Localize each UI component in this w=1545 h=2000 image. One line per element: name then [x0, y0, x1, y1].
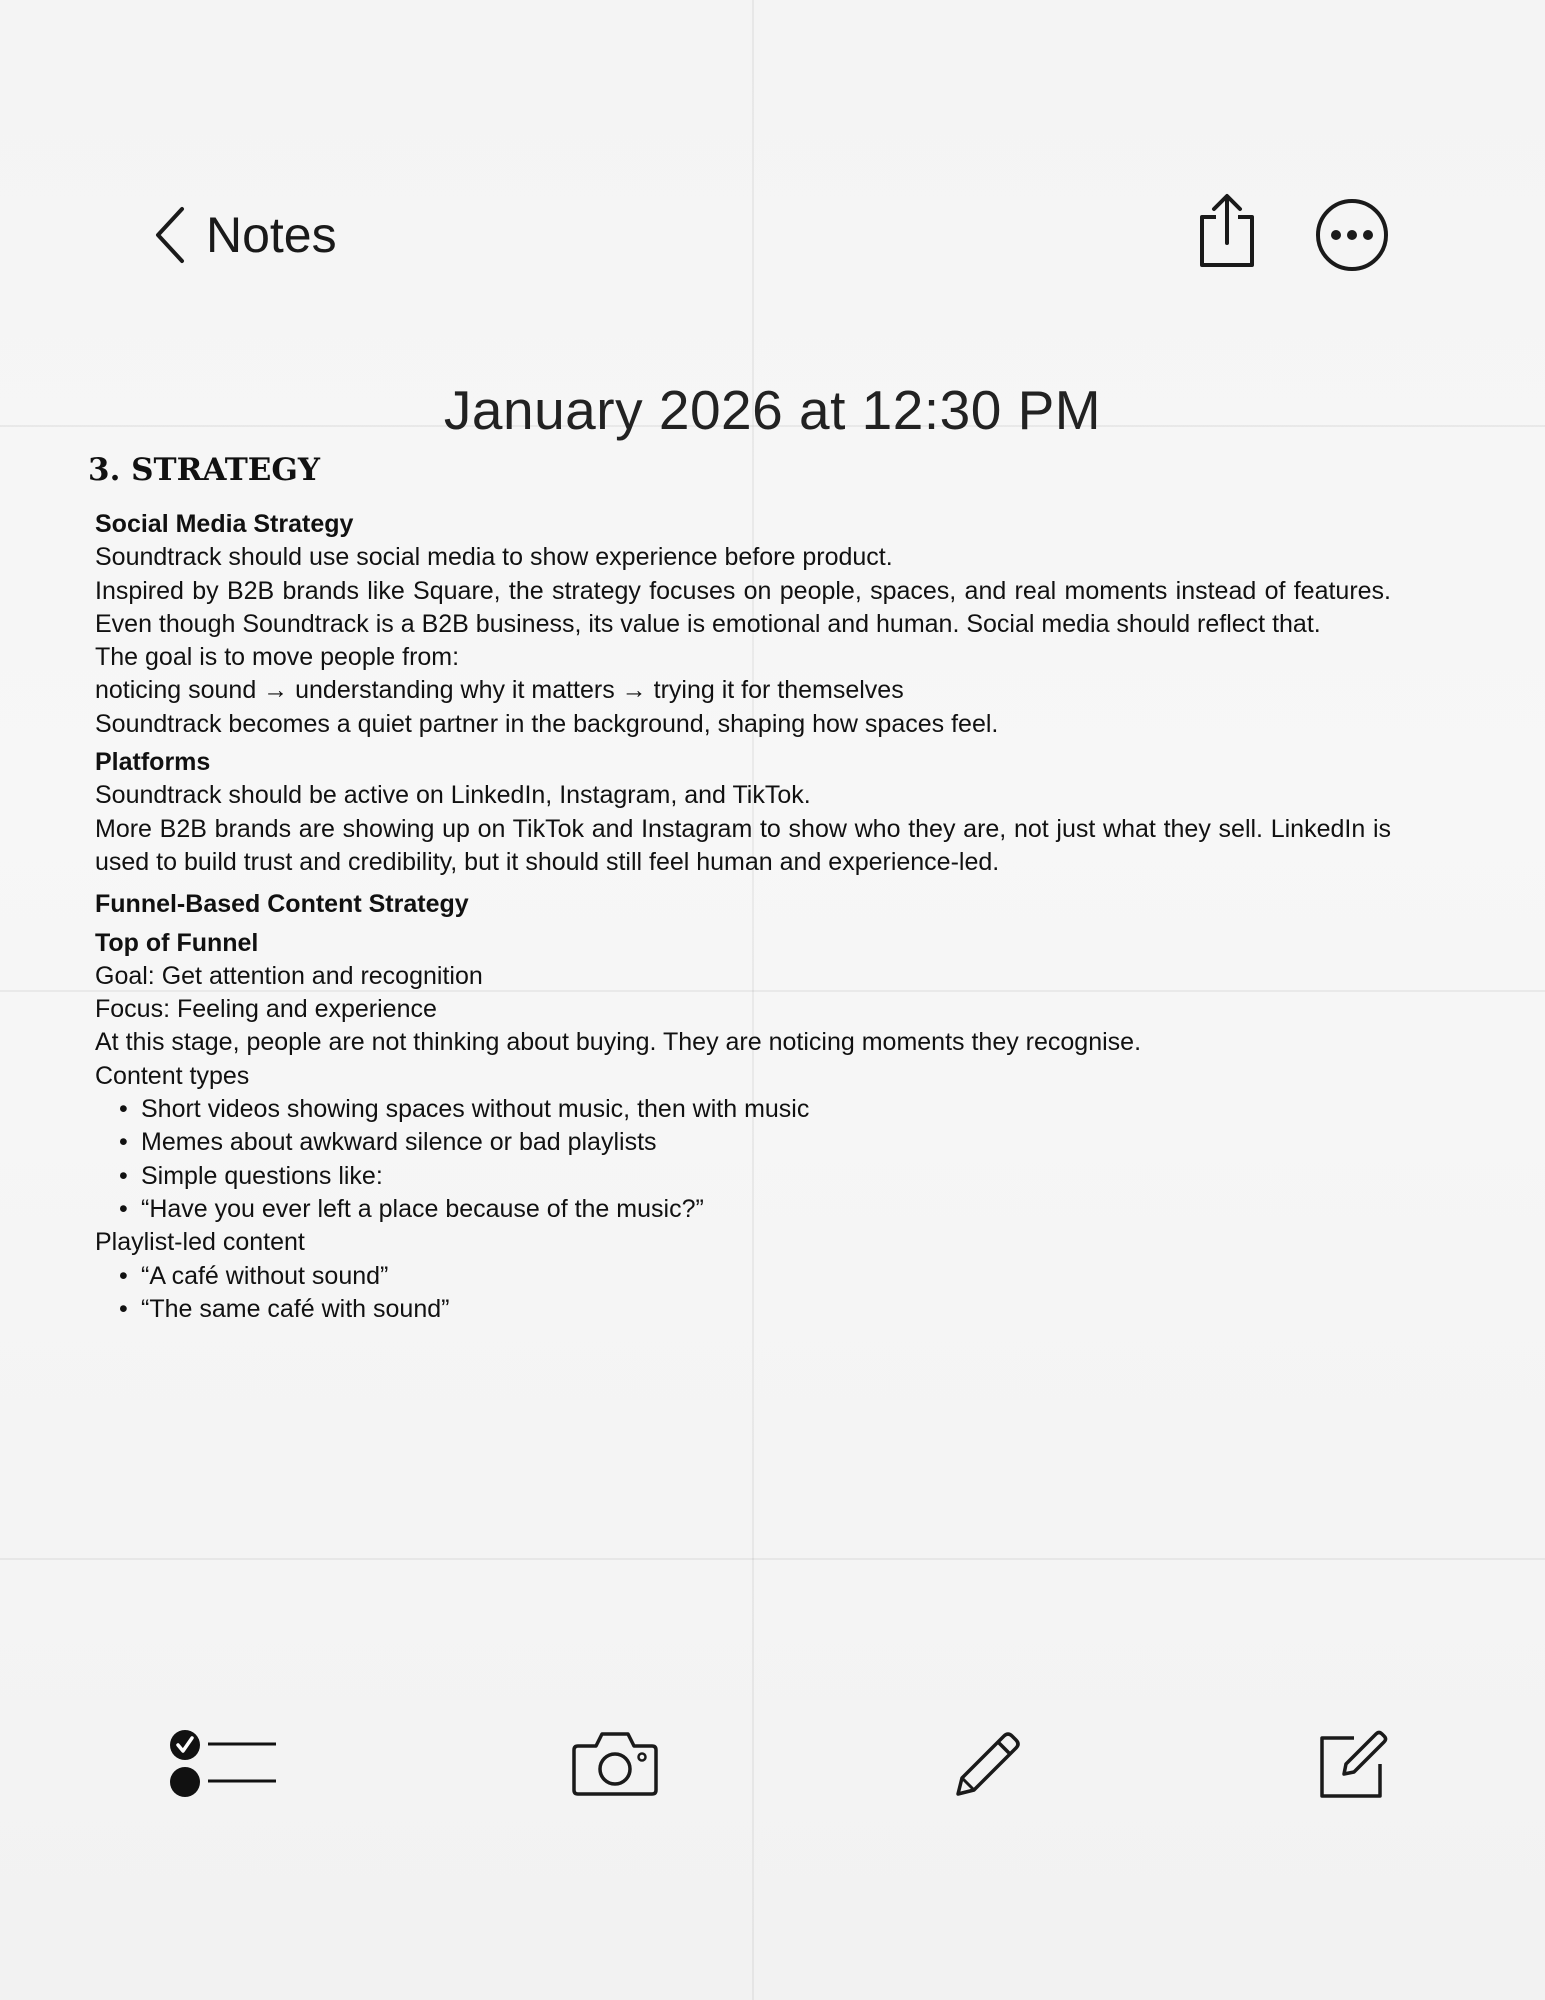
paragraph: Soundtrack should be active on LinkedIn, Instagram, and TikTok.: [95, 781, 811, 810]
section-title-funnel: Funnel-Based Content Strategy: [95, 890, 469, 919]
section-title-social: Social Media Strategy: [95, 510, 354, 538]
list-item: • Short videos showing spaces without music, then with music: [95, 1093, 1391, 1126]
paragraph: The goal is to move people from:: [95, 643, 460, 672]
subsection-title-top-funnel: Top of Funnel: [95, 928, 259, 957]
share-icon: [1196, 193, 1258, 269]
markup-button[interactable]: [952, 1726, 1026, 1805]
paragraph: More B2B brands are showing up on TikTok and Instagram to show who they are, not just what they sell. LinkedIn is used to build trust and credibility, but it should still feel human and experience-led.: [95, 814, 1391, 876]
back-label: Notes: [206, 207, 337, 263]
paragraph: Soundtrack should use social media to show experience before product.: [95, 543, 893, 572]
camera-button[interactable]: [572, 1728, 658, 1803]
list-item: • “Have you ever left a place because of the music?”: [95, 1193, 1391, 1226]
chevron-left-icon: [152, 205, 188, 265]
camera-icon: [572, 1728, 658, 1798]
paragraph: Inspired by B2B brands like Square, the strategy focuses on people, spaces, and real moments instead of features. Even though Soundtrack is a B2B business, its value is emotional and human. Social media should reflect that.: [95, 576, 1391, 638]
playlist-list: [95, 1260, 1391, 1327]
paper-crease: [0, 1558, 1545, 1560]
more-button[interactable]: [1314, 197, 1390, 278]
back-button[interactable]: [152, 205, 337, 265]
list-label: Content types: [95, 1061, 250, 1090]
list-item: • “A café without sound”: [95, 1260, 1391, 1293]
note-date: January 2026 at 12:30 PM: [443, 379, 1102, 441]
list-label: Playlist-led content: [95, 1228, 305, 1257]
note-heading: 3. STRATEGY: [88, 452, 321, 488]
list-item: • Simple questions like:: [95, 1160, 1391, 1193]
list-item: • Memes about awkward silence or bad playlists: [95, 1126, 1391, 1159]
section-title-platforms: Platforms: [95, 748, 211, 777]
paragraph: Focus: Feeling and experience: [95, 995, 437, 1024]
paragraph: Soundtrack becomes a quiet partner in the background, shaping how spaces feel.: [95, 709, 999, 738]
compose-icon: [1318, 1728, 1390, 1800]
list-item: • “The same café with sound”: [95, 1293, 1391, 1326]
paragraph: At this stage, people are not thinking about buying. They are noticing moments they recognise.: [95, 1028, 1142, 1057]
more-icon: [1314, 197, 1390, 273]
note-body[interactable]: [95, 508, 1391, 1326]
share-button[interactable]: [1196, 193, 1258, 274]
pen-icon: [952, 1726, 1026, 1800]
checklist-button[interactable]: [168, 1728, 280, 1805]
paragraph: Goal: Get attention and recognition: [95, 961, 483, 990]
checklist-icon: [168, 1728, 280, 1800]
paragraph: noticing sound → understanding why it matters → trying it for themselves: [95, 676, 904, 705]
compose-button[interactable]: [1318, 1728, 1390, 1805]
content-types-list: [95, 1093, 1391, 1226]
